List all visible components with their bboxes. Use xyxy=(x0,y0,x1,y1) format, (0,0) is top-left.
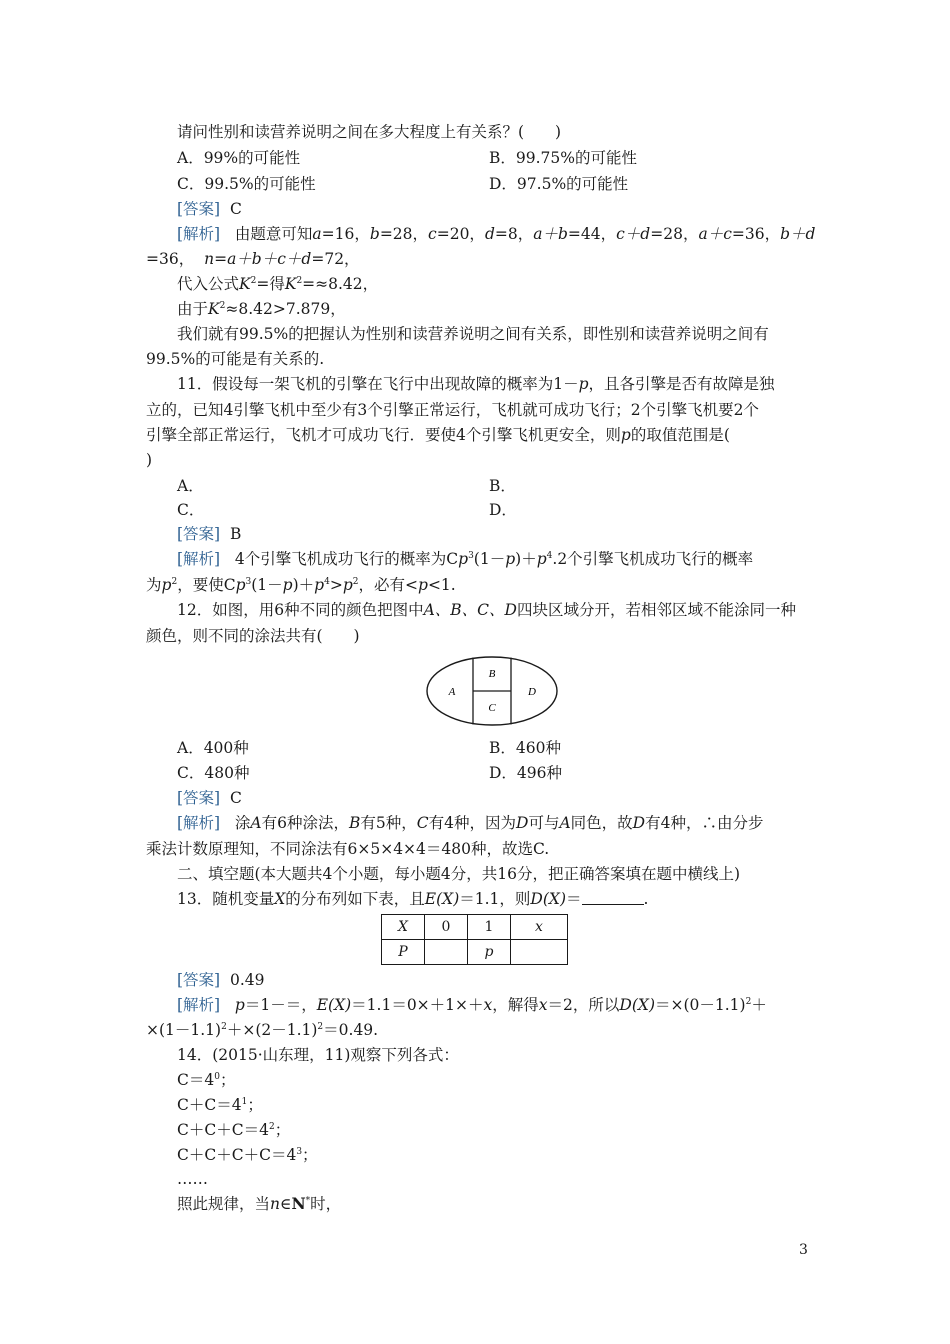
text: 涂 xyxy=(234,814,251,832)
text: > xyxy=(329,576,343,594)
analysis-tag: [解析] xyxy=(177,550,221,568)
analysis-tag: [解析] xyxy=(177,814,221,832)
q10-option-d: D．97.5%的可能性 xyxy=(489,175,629,193)
text: )＋ xyxy=(515,550,537,568)
var: B xyxy=(348,814,361,832)
q13-analysis-line1 xyxy=(177,995,767,1015)
var: C xyxy=(416,814,429,832)
answer-tag: [答案] xyxy=(177,971,221,989)
text: 11．假设每一架飞机的引擎在飞行中出现故障的概率为1－ xyxy=(177,375,579,393)
q12-analysis-line2: 乘法计数原理知，不同涂法有6×5×4×4＝480种，故选C. xyxy=(146,840,550,858)
text: 12．如图，用6种不同的颜色把图中 xyxy=(177,601,424,619)
text: ； xyxy=(274,1121,291,1139)
text: =得 xyxy=(256,275,285,293)
q13-analysis-line2 xyxy=(146,1020,378,1040)
text: ＋×(2－1.1) xyxy=(226,1021,318,1039)
answer-tag: [答案] xyxy=(177,789,221,807)
text: =8， xyxy=(494,225,534,243)
q14-line1: 14．(2015·山东理，11)观察下列各式： xyxy=(177,1046,459,1064)
var: K xyxy=(208,300,220,318)
var: d xyxy=(484,225,495,243)
var: E xyxy=(316,996,329,1014)
text: =36， xyxy=(731,225,781,243)
sup: 2 xyxy=(221,1022,227,1032)
distribution-table xyxy=(381,914,568,965)
text: 同色，故 xyxy=(570,814,633,832)
table-cell: 0 xyxy=(425,915,468,940)
var: K xyxy=(239,275,251,293)
var: (X) xyxy=(542,890,566,908)
text: 13．随机变量 xyxy=(177,890,275,908)
q12-line1 xyxy=(177,600,796,620)
text: 有4种，∴由分步 xyxy=(645,814,764,832)
text: 代入公式 xyxy=(177,275,240,293)
text: 的分布列如下表，且 xyxy=(285,890,425,908)
var: p xyxy=(234,996,245,1014)
q10-analysis-line1 xyxy=(177,224,815,244)
sup: 3 xyxy=(296,1147,303,1157)
text: . xyxy=(643,890,649,908)
q11-analysis-line1: [解析] 4个引擎飞机成功飞行的概率为$Cp^3(1-p)+p^4.2$个引擎飞机成功飞行的概率 xyxy=(177,550,754,568)
page-number: 3 xyxy=(799,1242,808,1258)
var: X xyxy=(274,890,286,908)
table-cell: x xyxy=(511,915,568,940)
var: p xyxy=(620,426,631,444)
table-cell: 1 xyxy=(468,915,511,940)
q12-analysis-line1 xyxy=(177,813,763,833)
var: n xyxy=(204,250,215,268)
q10-stem: 请问性别和读营养说明之间在多大程度上有关系？( ) xyxy=(177,123,562,141)
text: ∈ xyxy=(280,1195,292,1213)
q12-line2: 颜色，则不同的涂法共有( ) xyxy=(146,627,360,645)
region-b-label: B xyxy=(488,668,496,680)
q13-answer xyxy=(177,970,264,990)
var: p xyxy=(536,550,547,568)
text: 为 xyxy=(146,576,162,594)
q11-answer xyxy=(177,524,241,544)
q14-eq2 xyxy=(177,1095,263,1115)
var: p xyxy=(578,375,589,393)
text: 可与 xyxy=(528,814,560,832)
var: D xyxy=(530,890,543,908)
q11-analysis-line2: 为$p^2$，要使$Cp^3(1-p)+p^4>p^2$，必有<p<1. xyxy=(146,576,456,594)
var: p xyxy=(161,576,172,594)
text: ，且各引擎是否有故障是独 xyxy=(588,375,775,393)
var: D xyxy=(619,996,632,1014)
q11-option-a: A． xyxy=(177,477,204,495)
var: p xyxy=(235,576,246,594)
var: c xyxy=(428,225,437,243)
q11-line2: 立的，已知4引擎飞机中至少有3个引擎正常运行，飞机就可成功飞行；2个引擎飞机要2个 xyxy=(146,401,759,419)
answer-tag: [答案] xyxy=(177,200,221,218)
text: <1. xyxy=(427,576,456,594)
region-d-label: D xyxy=(528,686,536,698)
sup: 0 xyxy=(214,1072,220,1082)
var: a＋c xyxy=(698,225,732,243)
text: 有6种涂法， xyxy=(261,814,349,832)
table-row xyxy=(382,940,568,965)
var: p xyxy=(282,576,293,594)
analysis-tag: [解析] xyxy=(177,225,221,243)
var: p xyxy=(458,550,469,568)
var: (X) xyxy=(436,890,460,908)
text: =28， xyxy=(379,225,429,243)
var: E xyxy=(424,890,437,908)
var: A xyxy=(250,814,262,832)
var: b＋d xyxy=(780,225,816,243)
q14-last-line xyxy=(177,1194,341,1214)
text: 由题意可知 xyxy=(234,225,313,243)
var: N xyxy=(291,1194,306,1213)
var: x xyxy=(538,996,548,1014)
text: 的取值范围是( xyxy=(630,426,730,444)
text: ，解得 xyxy=(492,996,539,1014)
var: p xyxy=(418,576,428,594)
region-diagram xyxy=(425,655,559,727)
text: ＋ xyxy=(751,996,767,1014)
var: a＋b xyxy=(533,225,568,243)
text: )＋ xyxy=(292,576,315,594)
text: 有5种， xyxy=(360,814,417,832)
sup: 2 xyxy=(317,1022,324,1032)
q11-option-c: C． xyxy=(177,501,205,519)
text: =44， xyxy=(567,225,617,243)
text: 照此规律，当 xyxy=(177,1195,271,1213)
var: x xyxy=(483,996,493,1014)
text: C＋C＝4 xyxy=(177,1096,242,1114)
sup: 1 xyxy=(241,1097,248,1107)
section-heading: 二、填空题(本大题共4个小题，每小题4分，共16分，把正确答案填在题中横线上) xyxy=(177,865,741,883)
text: ； xyxy=(302,1146,318,1164)
text: ； xyxy=(219,1071,236,1089)
text: =72， xyxy=(311,250,360,268)
table-cell xyxy=(511,940,568,965)
var: c＋d xyxy=(616,225,651,243)
text: 由于 xyxy=(177,300,209,318)
text: =≈8.42， xyxy=(302,275,379,293)
q12-option-d: D．496种 xyxy=(489,764,563,782)
text: ＝1－＝， xyxy=(244,996,317,1014)
text: (1－ xyxy=(473,550,506,568)
text: ； xyxy=(247,1096,263,1114)
var: A xyxy=(559,814,571,832)
answer-value: C xyxy=(229,200,242,218)
text: = xyxy=(214,250,228,268)
text: ＝1.1＝0×＋1×＋ xyxy=(351,996,484,1014)
text: 四块区域分开，若相邻区域不能涂同一种 xyxy=(516,601,796,619)
text: ，要使C xyxy=(177,576,236,594)
q10-answer xyxy=(177,199,242,219)
q12-answer xyxy=(177,788,242,808)
text: 4个引擎飞机成功飞行的概率为C xyxy=(234,550,459,568)
q11-option-b: B． xyxy=(489,477,516,495)
var: p xyxy=(342,576,353,594)
q13-line1 xyxy=(177,889,648,909)
text: 时， xyxy=(310,1195,342,1213)
answer-value: C xyxy=(229,789,242,807)
var: A、B、C、D xyxy=(423,601,517,619)
answer-blank xyxy=(582,890,644,905)
region-c-label: C xyxy=(488,702,496,714)
q10-analysis-line5: 我们就有99.5%的把握认为性别和读营养说明之间有关系，即性别和读营养说明之间有 xyxy=(177,325,769,343)
text: ≈8.42>7.879， xyxy=(225,300,346,318)
sup: * xyxy=(305,1196,311,1206)
answer-tag: [答案] xyxy=(177,525,221,543)
q14-eq1 xyxy=(177,1070,235,1090)
text: .2个引擎飞机成功飞行的概率 xyxy=(552,550,754,568)
text: ，必有< xyxy=(358,576,418,594)
text: =36， xyxy=(146,250,195,268)
table-cell: P xyxy=(382,940,425,965)
q11-line1 xyxy=(177,374,775,394)
var: D xyxy=(632,814,646,832)
text: C＝4 xyxy=(177,1071,215,1089)
table-cell: p xyxy=(468,940,511,965)
text: 有4种，因为 xyxy=(428,814,516,832)
var: p xyxy=(505,550,516,568)
var: K xyxy=(284,275,297,293)
q10-option-b: B．99.75%的可能性 xyxy=(489,149,637,167)
q14-dots: …… xyxy=(177,1170,208,1188)
var: a＋b＋c＋d xyxy=(227,250,312,268)
text: C＋C＋C＝4 xyxy=(177,1121,269,1139)
var: D xyxy=(516,814,529,832)
text: ＝2，所以 xyxy=(547,996,620,1014)
q12-option-a: A．400种 xyxy=(177,739,249,757)
q10-analysis-line3: 代入公式$K^2=$得$K^2=\approx 8.42$， xyxy=(177,275,379,293)
text: ＝0.49. xyxy=(323,1021,379,1039)
text: ×(1－1.1) xyxy=(146,1021,222,1039)
q10-analysis-line4: 由于$K^2\approx 8.42>7.879$， xyxy=(177,300,346,318)
text: =16， xyxy=(321,225,370,243)
q14-eq3 xyxy=(177,1120,290,1140)
text: C＋C＋C＋C＝4 xyxy=(177,1146,297,1164)
q12-option-b: B．460种 xyxy=(489,739,561,757)
sup: 2 xyxy=(745,997,752,1007)
answer-value: 0.49 xyxy=(229,971,265,989)
sup: 2 xyxy=(268,1122,275,1132)
table-cell xyxy=(425,940,468,965)
text: =20， xyxy=(436,225,485,243)
q10-analysis-line2 xyxy=(146,249,360,269)
text: ＝×(0－1.1) xyxy=(655,996,746,1014)
text: ＝ xyxy=(566,890,582,908)
var: b xyxy=(369,225,380,243)
text: ＝1.1，则 xyxy=(459,890,531,908)
text: 引擎全部正常运行，飞机才可成功飞行．要使4个引擎飞机更安全，则 xyxy=(146,426,621,444)
table-cell: X xyxy=(382,915,425,940)
var: p xyxy=(314,576,325,594)
text: =28， xyxy=(650,225,699,243)
analysis-tag: [解析] xyxy=(177,996,221,1014)
q14-eq4 xyxy=(177,1145,318,1165)
var: (X) xyxy=(631,996,655,1014)
answer-value: B xyxy=(229,525,242,543)
q10-option-c: C．99.5%的可能性 xyxy=(177,175,316,193)
var: (X) xyxy=(328,996,352,1014)
q11-option-d: D． xyxy=(489,501,517,519)
q10-option-a: A．99%的可能性 xyxy=(177,149,301,167)
q10-analysis-line6: 99.5%的可能是有关系的. xyxy=(146,350,325,368)
q11-line4: ) xyxy=(146,451,153,469)
q12-option-c: C．480种 xyxy=(177,764,250,782)
text: (1－ xyxy=(251,576,283,594)
q11-line3 xyxy=(146,425,730,445)
table-row xyxy=(382,915,568,940)
region-a-label: A xyxy=(448,686,456,698)
var: n xyxy=(270,1195,280,1213)
var: a xyxy=(312,225,322,243)
